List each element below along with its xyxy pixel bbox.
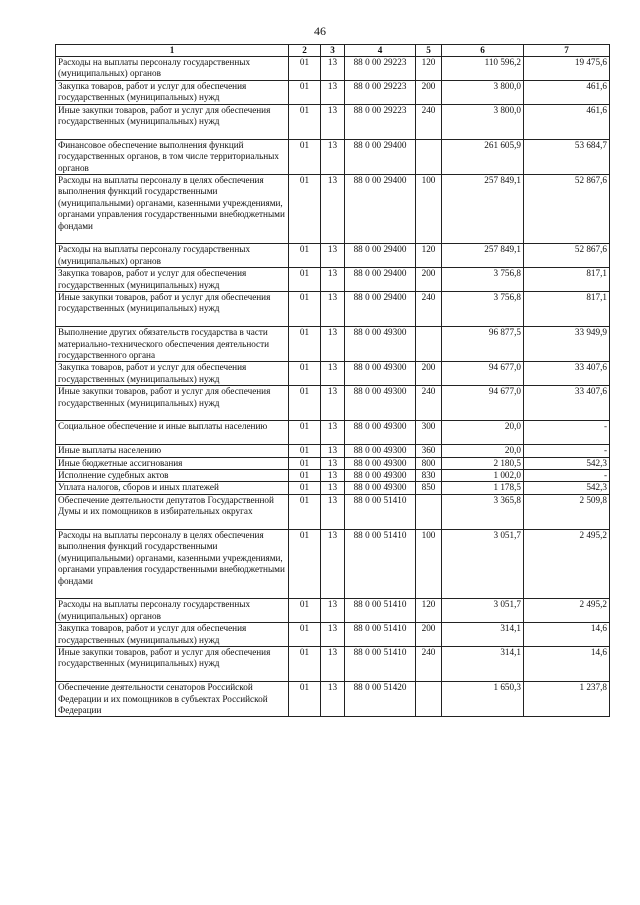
table-row [56, 599, 610, 623]
cell-amount-executed: 2 509,8 [524, 494, 610, 529]
cell-amount-executed: 52 867,6 [524, 175, 610, 244]
cell-target-article: 88 0 00 29400 [345, 244, 416, 268]
cell-expense-type: 800 [416, 457, 442, 469]
table-row [56, 682, 610, 717]
cell-section: 01 [289, 175, 321, 244]
cell-target-article: 88 0 00 29400 [345, 268, 416, 292]
cell-amount-total: 20,0 [442, 421, 524, 445]
cell-amount-total: 94 677,0 [442, 386, 524, 421]
cell-amount-total: 261 605,9 [442, 139, 524, 174]
cell-amount-executed: 817,1 [524, 268, 610, 292]
cell-target-article: 88 0 00 49300 [345, 421, 416, 445]
cell-amount-executed: 33 407,6 [524, 386, 610, 421]
cell-amount-total: 257 849,1 [442, 244, 524, 268]
cell-expense-type: 830 [416, 470, 442, 482]
cell-expense-type [416, 682, 442, 717]
cell-subsection: 13 [321, 292, 345, 327]
header-col-7: 7 [524, 45, 610, 57]
cell-amount-executed: 461,6 [524, 80, 610, 104]
cell-subsection: 13 [321, 457, 345, 469]
cell-amount-total: 3 051,7 [442, 599, 524, 623]
cell-amount-executed: 817,1 [524, 292, 610, 327]
cell-amount-executed: 542,3 [524, 457, 610, 469]
cell-target-article: 88 0 00 29400 [345, 175, 416, 244]
header-col-5: 5 [416, 45, 442, 57]
cell-section: 01 [289, 623, 321, 647]
cell-target-article: 88 0 00 29223 [345, 80, 416, 104]
cell-section: 01 [289, 482, 321, 494]
header-row [56, 45, 610, 57]
cell-expense-type: 200 [416, 268, 442, 292]
header-col-3: 3 [321, 45, 345, 57]
cell-section: 01 [289, 362, 321, 386]
cell-name: Уплата налогов, сборов и иных платежей [56, 482, 289, 494]
cell-target-article: 88 0 00 29223 [345, 57, 416, 81]
cell-expense-type [416, 139, 442, 174]
cell-expense-type: 120 [416, 244, 442, 268]
cell-amount-executed: 33 949,9 [524, 327, 610, 362]
cell-amount-total: 110 596,2 [442, 57, 524, 81]
cell-expense-type: 100 [416, 175, 442, 244]
cell-amount-total: 2 180,5 [442, 457, 524, 469]
cell-section: 01 [289, 494, 321, 529]
cell-section: 01 [289, 470, 321, 482]
cell-subsection: 13 [321, 139, 345, 174]
cell-section: 01 [289, 647, 321, 682]
cell-section: 01 [289, 268, 321, 292]
cell-name: Закупка товаров, работ и услуг для обеспечения государственных (муниципальных) нужд [56, 80, 289, 104]
table-row [56, 421, 610, 445]
cell-section: 01 [289, 292, 321, 327]
cell-subsection: 13 [321, 599, 345, 623]
cell-amount-total: 3 051,7 [442, 530, 524, 599]
cell-target-article: 88 0 00 51410 [345, 599, 416, 623]
table-row [56, 327, 610, 362]
table-header [56, 45, 610, 57]
cell-name: Иные закупки товаров, работ и услуг для обеспечения государственных (муниципальных) нужд [56, 647, 289, 682]
cell-name: Закупка товаров, работ и услуг для обеспечения государственных (муниципальных) нужд [56, 362, 289, 386]
cell-expense-type: 850 [416, 482, 442, 494]
table-row [56, 530, 610, 599]
cell-amount-total: 314,1 [442, 647, 524, 682]
cell-subsection: 13 [321, 57, 345, 81]
cell-target-article: 88 0 00 29400 [345, 139, 416, 174]
cell-name: Расходы на выплаты персоналу государственных (муниципальных) органов [56, 599, 289, 623]
cell-name: Расходы на выплаты персоналу государственных (муниципальных) органов [56, 57, 289, 81]
header-col-4: 4 [345, 45, 416, 57]
cell-name: Расходы на выплаты персоналу в целях обеспечения выполнения функций государственными (муниципальными) органами, казенными учреждениями, органами управления государственными внебюджетными фондами [56, 530, 289, 599]
cell-amount-executed: 461,6 [524, 104, 610, 139]
cell-expense-type: 120 [416, 599, 442, 623]
cell-target-article: 88 0 00 51420 [345, 682, 416, 717]
table-row [56, 623, 610, 647]
cell-subsection: 13 [321, 268, 345, 292]
cell-expense-type: 240 [416, 104, 442, 139]
cell-target-article: 88 0 00 51410 [345, 647, 416, 682]
table-row [56, 80, 610, 104]
cell-name: Социальное обеспечение и иные выплаты населению [56, 421, 289, 445]
table-row [56, 104, 610, 139]
table-row [56, 482, 610, 494]
cell-subsection: 13 [321, 647, 345, 682]
header-col-1: 1 [56, 45, 289, 57]
cell-name: Иные бюджетные ассигнования [56, 457, 289, 469]
cell-name: Закупка товаров, работ и услуг для обеспечения государственных (муниципальных) нужд [56, 268, 289, 292]
table-row [56, 292, 610, 327]
cell-expense-type: 240 [416, 647, 442, 682]
cell-subsection: 13 [321, 104, 345, 139]
cell-amount-total: 96 877,5 [442, 327, 524, 362]
cell-target-article: 88 0 00 49300 [345, 327, 416, 362]
cell-expense-type: 200 [416, 623, 442, 647]
cell-target-article: 88 0 00 29223 [345, 104, 416, 139]
cell-name: Иные выплаты населению [56, 445, 289, 457]
cell-subsection: 13 [321, 682, 345, 717]
cell-amount-total: 20,0 [442, 445, 524, 457]
cell-amount-total: 1 178,5 [442, 482, 524, 494]
cell-section: 01 [289, 386, 321, 421]
cell-target-article: 88 0 00 29400 [345, 292, 416, 327]
cell-amount-executed: 1 237,8 [524, 682, 610, 717]
table-row [56, 470, 610, 482]
table-row [56, 362, 610, 386]
cell-target-article: 88 0 00 49300 [345, 470, 416, 482]
cell-section: 01 [289, 457, 321, 469]
cell-name: Иные закупки товаров, работ и услуг для обеспечения государственных (муниципальных) нужд [56, 104, 289, 139]
page-number: 46 [314, 24, 326, 38]
cell-amount-total: 257 849,1 [442, 175, 524, 244]
cell-subsection: 13 [321, 80, 345, 104]
cell-target-article: 88 0 00 49300 [345, 457, 416, 469]
cell-amount-executed: 33 407,6 [524, 362, 610, 386]
cell-amount-total: 3 800,0 [442, 104, 524, 139]
cell-amount-executed: - [524, 470, 610, 482]
cell-name: Иные закупки товаров, работ и услуг для обеспечения государственных (муниципальных) нужд [56, 292, 289, 327]
cell-expense-type: 300 [416, 421, 442, 445]
cell-section: 01 [289, 327, 321, 362]
cell-amount-total: 3 365,8 [442, 494, 524, 529]
cell-amount-executed: 14,6 [524, 623, 610, 647]
cell-name: Расходы на выплаты персоналу государственных (муниципальных) органов [56, 244, 289, 268]
cell-section: 01 [289, 421, 321, 445]
cell-amount-executed: - [524, 421, 610, 445]
cell-amount-executed: 14,6 [524, 647, 610, 682]
table-row [56, 445, 610, 457]
cell-target-article: 88 0 00 51410 [345, 494, 416, 529]
cell-expense-type: 240 [416, 386, 442, 421]
cell-subsection: 13 [321, 470, 345, 482]
cell-section: 01 [289, 80, 321, 104]
cell-target-article: 88 0 00 49300 [345, 386, 416, 421]
cell-section: 01 [289, 139, 321, 174]
cell-expense-type: 360 [416, 445, 442, 457]
table-row [56, 268, 610, 292]
cell-name: Расходы на выплаты персоналу в целях обеспечения выполнения функций государственными (муниципальными) органами, казенными учреждениями, органами управления государственными внебюджетными фондами [56, 175, 289, 244]
table-row [56, 139, 610, 174]
cell-subsection: 13 [321, 175, 345, 244]
table-row [56, 57, 610, 81]
cell-expense-type [416, 327, 442, 362]
cell-section: 01 [289, 682, 321, 717]
cell-subsection: 13 [321, 445, 345, 457]
cell-expense-type: 120 [416, 57, 442, 81]
cell-subsection: 13 [321, 421, 345, 445]
cell-amount-executed: 53 684,7 [524, 139, 610, 174]
cell-section: 01 [289, 244, 321, 268]
cell-amount-executed: 52 867,6 [524, 244, 610, 268]
cell-section: 01 [289, 599, 321, 623]
cell-amount-total: 1 002,0 [442, 470, 524, 482]
cell-section: 01 [289, 104, 321, 139]
table-row [56, 647, 610, 682]
cell-name: Обеспечение деятельности депутатов Государственной Думы и их помощников в избирательных округах [56, 494, 289, 529]
cell-subsection: 13 [321, 327, 345, 362]
cell-subsection: 13 [321, 530, 345, 599]
cell-amount-total: 1 650,3 [442, 682, 524, 717]
cell-target-article: 88 0 00 49300 [345, 482, 416, 494]
cell-amount-total: 94 677,0 [442, 362, 524, 386]
cell-expense-type: 240 [416, 292, 442, 327]
cell-section: 01 [289, 530, 321, 599]
cell-name: Выполнение других обязательств государства в части материально-технического обеспечения деятельности государственного органа [56, 327, 289, 362]
cell-expense-type: 100 [416, 530, 442, 599]
table-row [56, 244, 610, 268]
header-col-6: 6 [442, 45, 524, 57]
cell-expense-type: 200 [416, 362, 442, 386]
cell-subsection: 13 [321, 244, 345, 268]
table-row [56, 457, 610, 469]
cell-subsection: 13 [321, 494, 345, 529]
cell-subsection: 13 [321, 362, 345, 386]
cell-name: Финансовое обеспечение выполнения функций государственных органов, в том числе территориальных органов [56, 139, 289, 174]
cell-amount-total: 3 756,8 [442, 292, 524, 327]
cell-section: 01 [289, 57, 321, 81]
cell-name: Обеспечение деятельности сенаторов Российской Федерации и их помощников в субъектах Российской Федерации [56, 682, 289, 717]
cell-amount-total: 314,1 [442, 623, 524, 647]
table-row [56, 175, 610, 244]
cell-subsection: 13 [321, 482, 345, 494]
cell-amount-executed: 542,3 [524, 482, 610, 494]
cell-target-article: 88 0 00 49300 [345, 362, 416, 386]
table-body [56, 57, 610, 717]
cell-expense-type: 200 [416, 80, 442, 104]
table-row [56, 494, 610, 529]
cell-amount-executed: 2 495,2 [524, 599, 610, 623]
cell-name: Закупка товаров, работ и услуг для обеспечения государственных (муниципальных) нужд [56, 623, 289, 647]
cell-amount-executed: 2 495,2 [524, 530, 610, 599]
cell-target-article: 88 0 00 49300 [345, 445, 416, 457]
cell-amount-executed: - [524, 445, 610, 457]
header-col-2: 2 [289, 45, 321, 57]
cell-amount-executed: 19 475,6 [524, 57, 610, 81]
cell-target-article: 88 0 00 51410 [345, 623, 416, 647]
cell-expense-type [416, 494, 442, 529]
cell-amount-total: 3 800,0 [442, 80, 524, 104]
table-row [56, 386, 610, 421]
cell-name: Исполнение судебных актов [56, 470, 289, 482]
cell-subsection: 13 [321, 386, 345, 421]
cell-amount-total: 3 756,8 [442, 268, 524, 292]
cell-target-article: 88 0 00 51410 [345, 530, 416, 599]
budget-table [55, 44, 610, 717]
cell-name: Иные закупки товаров, работ и услуг для обеспечения государственных (муниципальных) нужд [56, 386, 289, 421]
cell-subsection: 13 [321, 623, 345, 647]
cell-section: 01 [289, 445, 321, 457]
